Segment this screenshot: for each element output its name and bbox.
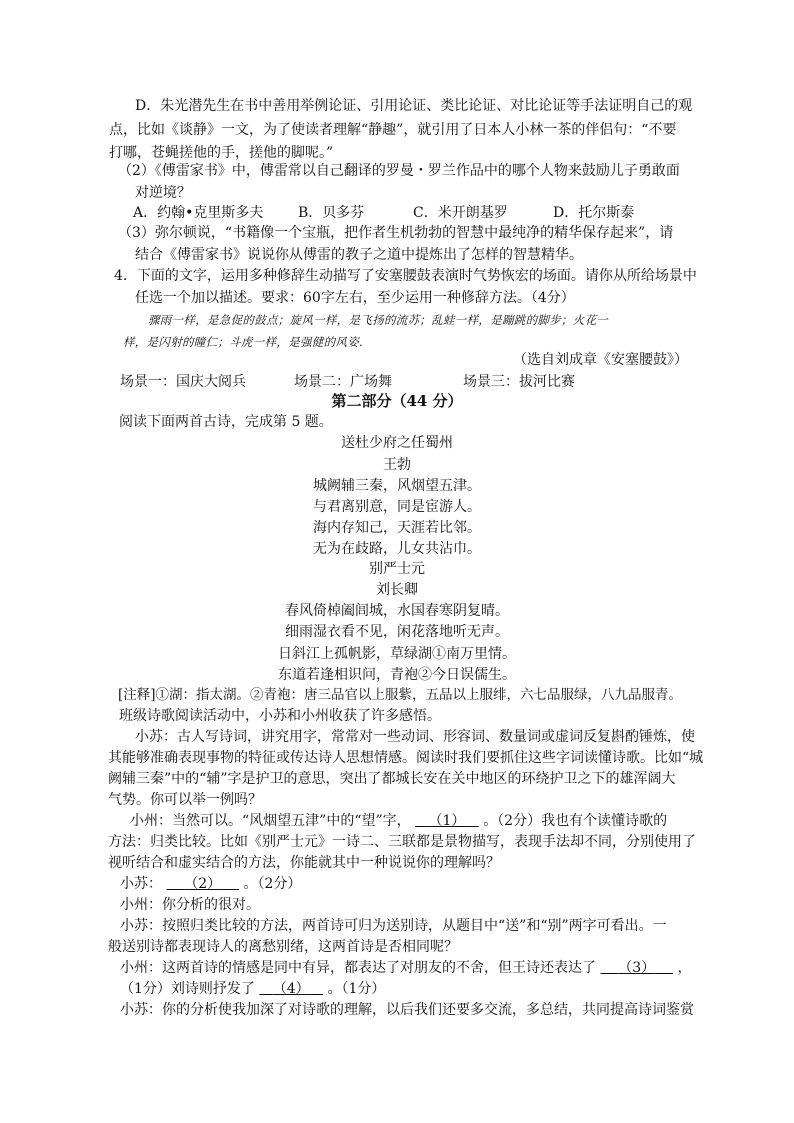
blank-4: （4） (272, 981, 310, 997)
quote-line-1: 骤雨一样，是急促的鼓点；旋风一样，是飞扬的流苏；乱蛙一样，是蹦跳的脚步；火花一 (148, 313, 609, 327)
dialogue-text: （1分）刘诗则抒发了 (120, 981, 255, 997)
dialogue-zhou-2: 小州：你分析的很对。 (120, 897, 260, 913)
dialogue-su-2 (120, 874, 794, 895)
dialogue-su-1: 小苏：古人写诗词，讲究用字，常常对一些动词、形容词、数量词或虚词反复斟酌锤炼，使 (135, 729, 695, 745)
option-d-line-3: 打哪，苍蝇搓他的手，搓他的脚呢。” (109, 145, 334, 161)
annotation-note: [注释]①湖：指太湖。②青袍：唐三品官以上服紫，五品以上服绯，六七品服绿，八九品服青。 (118, 687, 683, 703)
dialogue-su-3: 小苏：按照归类比较的方法，两首诗可归为送别诗，从题目中“送”和“别”两字可看出。一 (120, 918, 667, 934)
dialogue-zhou-3 (120, 958, 794, 979)
quote-line-2: 样，是闪射的瞳仁；斗虎一样，是强健的风姿. (123, 335, 363, 349)
dialogue-zhou-1-cont: 视听结合和虚实结合的方法，你能就其中一种说说你的理解吗？ (108, 855, 500, 871)
scene-2: 场景二：广场舞 (294, 374, 392, 390)
dialogue-su-1-cont: 气势。你可以举一例吗？ (108, 792, 262, 808)
poem-1-line: 城阙辅三秦，风烟望五津。 (313, 478, 481, 494)
blank-3: （3） (618, 960, 656, 976)
dialogue-zhou-3-cont (120, 979, 794, 1000)
poem-2-line: 日斜江上孤帆影，草绿湖①南万里情。 (278, 646, 516, 662)
scene-1: 场景一：国庆大阅兵 (120, 374, 246, 390)
option-d-line-1: D．朱光潜先生在书中善用举例论证、引用论证、类比论证、对比论证等手法证明自己的观 (135, 98, 693, 114)
poem-2-line: 细雨湿衣看不见，闲花落地听无声。 (285, 624, 509, 640)
blank-2: （2） (184, 876, 222, 892)
question-4-line-1: 4．下面的文字，运用多种修辞生动描写了安塞腰鼓表演时气势恢宏的场面。请你从所给场景中 (114, 268, 697, 284)
dialogue-zhou-1 (130, 811, 794, 832)
option-d-line-2: 点，比如《谈静》一文，为了使读者理解“静趣”，就引用了日本人小林一茶的伴侣句：“不要 (109, 122, 677, 138)
part-2-heading: 第二部分（44 分） (331, 392, 463, 410)
q2-option-c: C．米开朗基罗 (413, 205, 508, 221)
poem-1-author: 王勃 (383, 457, 411, 473)
scene-3: 场景三：拔河比赛 (463, 374, 575, 390)
dialogue-su-3-cont: 般送别诗都表现诗人的离愁别绪，这两首诗是否相同呢？ (108, 939, 458, 955)
quote-source: （选自刘成章《安塞腰鼓》） (513, 352, 688, 368)
poem-2-line: 春风倚棹阖闾城，水国春寒阴复晴。 (285, 603, 509, 619)
dialogue-text: 小州：这两首诗的情感是同中有异，都表达了对朋友的不舍，但王诗还表达了 (120, 960, 596, 976)
dialogue-su-1-cont: 阙辅三秦”中的“辅”字是护卫的意思，突出了都城长安在关中地区的环绕护卫之下的雄浑阔大 (108, 771, 676, 787)
q2-option-d: D．托尔斯泰 (553, 205, 635, 221)
poem-2-line: 东道若逢相识问，青袍②今日误儒生。 (278, 667, 516, 683)
dialogue-text: 小州：当然可以。“风烟望五津”中的“望”字， (130, 813, 411, 829)
question-4-line-2: 任选一个加以描述。要求：60字左右，至少运用一种修辞方法。（4分） (135, 290, 575, 306)
q2-option-b: B．贝多芬 (298, 205, 365, 221)
poem-1-line: 与君离别意，同是宦游人。 (313, 499, 481, 515)
poem-1-title: 送杜少府之任蜀州 (341, 435, 453, 451)
question-3-line-1: （3）弥尔顿说，“书籍像一个宝瓶，把作者生机勃勃的智慧中最纯净的精华保存起来”，请 (118, 225, 674, 241)
question-2-line-2: 对逆境？ (135, 185, 191, 201)
poem-1-line: 海内存知己，天涯若比邻。 (313, 520, 481, 536)
dialogue-zhou-1-cont: 方法：归类比较。比如《别严士元》一诗二、三联都是景物描写，表现手法却不同，分别使用了 (108, 834, 696, 850)
dialogue-text: 。（1分） (327, 981, 386, 997)
poem-2-author: 刘长卿 (376, 582, 418, 598)
activity-intro: 班级诗歌阅读活动中，小苏和小州收获了许多感悟。 (119, 708, 441, 724)
poem-2-title: 别严士元 (369, 561, 425, 577)
dialogue-su-4: 小苏：你的分析使我加深了对诗歌的理解，以后我们还要多交流，多总结，共同提高诗词鉴赏 (120, 1002, 694, 1018)
question-3-line-2: 结合《傅雷家书》说说你从傅雷的教子之道中提炼出了怎样的智慧精华。 (135, 247, 583, 263)
blank-1: （1） (428, 813, 466, 829)
dialogue-text: 。（2分） (243, 876, 302, 892)
dialogue-text: ， (677, 960, 692, 976)
part-2-intro: 阅读下面两首古诗，完成第 5 题。 (119, 414, 333, 430)
dialogue-text: 小苏： (120, 876, 162, 892)
dialogue-text: 。（2分）我也有个读懂诗歌的 (483, 813, 668, 829)
dialogue-su-1-cont: 其能够准确表现事物的特征或传达诗人思想情感。阅读时我们要抓住这些字词读懂诗歌。比如“城 (108, 750, 704, 766)
poem-1-line: 无为在歧路，儿女共沾巾。 (313, 541, 481, 557)
question-2-line-1: （2）《傅雷家书》中，傅雷常以自己翻译的罗曼・罗兰作品中的哪个人物来鼓励儿子勇敢面 (118, 163, 680, 179)
q2-option-a: A．约翰•克里斯多夫 (133, 205, 264, 221)
